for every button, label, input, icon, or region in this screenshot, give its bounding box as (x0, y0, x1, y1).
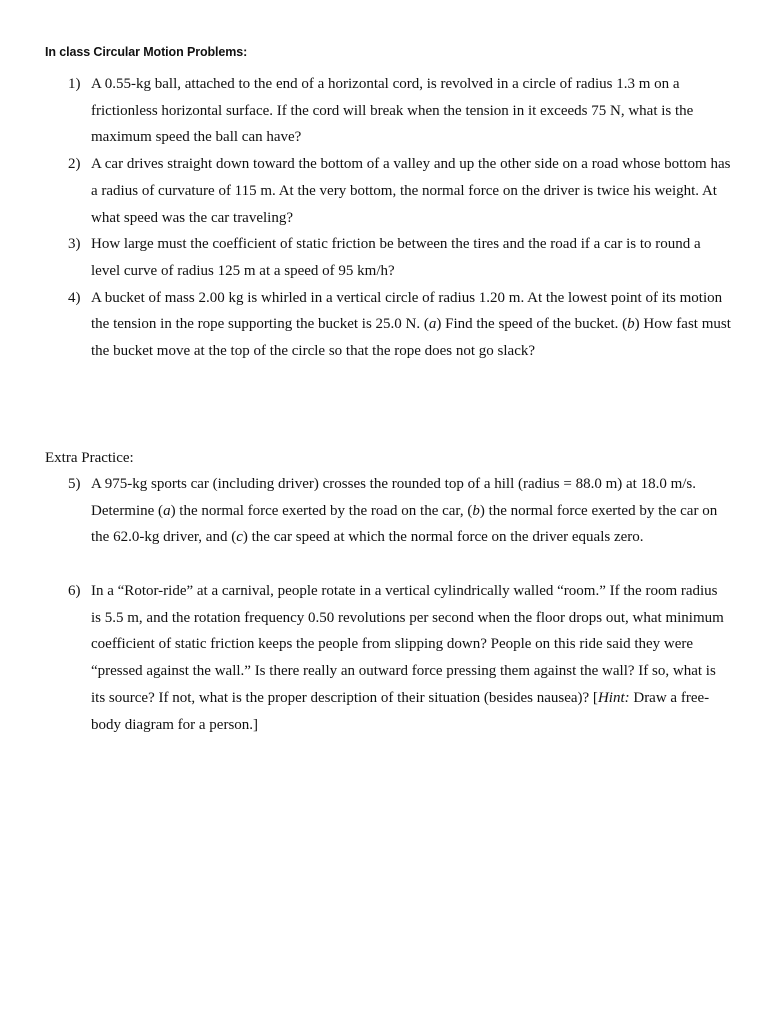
extra-problem-list (0, 471, 768, 551)
problem-text (91, 285, 731, 365)
problem-item (0, 151, 768, 231)
problem-number: 6) (68, 583, 81, 599)
problem-text: How large must the coefficient of static friction be between the tires and the road if a car is to round a level curve of radius 125 m at a speed of 95 km/h? (91, 236, 701, 279)
problem-text: A car drives straight down toward the bottom of a valley and up the other side on a road whose bottom has a radius of curvature of 115 m. At the very bottom, the normal force on the driver is twice his weight. At what speed was the car traveling? (91, 156, 731, 226)
problem-item (0, 285, 768, 365)
problem-number: 5) (68, 476, 81, 492)
problem-text-segment: A bucket of mass 2.00 kg is whirled in a vertical circle of radius 1.20 m. At the lowest point of its motion the tension in the rope supporting the bucket is 25.0 N. ( (91, 289, 723, 333)
problem-number: 3) (68, 236, 81, 253)
problem-item (0, 578, 768, 738)
problem-number: 4) (68, 289, 81, 306)
problem-text (91, 578, 731, 738)
problem-text-segment: ) the normal force exerted by the car on the 62.0-kg driver, and ( (91, 502, 718, 546)
problem-text-segment: Draw a free-body diagram for a person.] (91, 689, 710, 733)
problem-text (91, 471, 731, 551)
problem-text-segment: ) the normal force exerted by the road on the car, ( (170, 502, 473, 519)
problem-text-segment: ) Find the speed of the bucket. ( (436, 316, 628, 333)
problem-item (0, 231, 768, 284)
extra-practice-title: Extra Practice: (45, 450, 134, 466)
problem-number: 1) (68, 76, 81, 92)
part-label: a (163, 502, 171, 519)
problem-text: A 0.55-kg ball, attached to the end of a horizontal cord, is revolved in a circle of radius 1.3 m on a frictionless horizontal surface. If the cord will break when the tension in it exceeds 75 N, what is the maximum speed the ball can have? (91, 76, 694, 146)
part-label: b (472, 502, 480, 519)
problem-text-segment: ) the car speed at which the normal force on the driver equals zero. (242, 529, 644, 546)
hint-label: Hint: (597, 689, 630, 706)
part-label: a (428, 316, 437, 333)
problem-list (0, 71, 768, 365)
problem-item (0, 471, 768, 551)
problem-text-segment: ) How fast must the bucket move at the top of the circle so that the rope does not go slack? (91, 316, 731, 360)
page-heading: In class Circular Motion Problems: (45, 45, 248, 59)
part-label: c (236, 529, 243, 546)
problem-text-segment: In a “Rotor-ride” at a carnival, people rotate in a vertical cylindrically walled “room.” If the room radius is 5.5 m, and the rotation frequency 0.50 revolutions per second when the floor drops out, what minimum coefficient of static friction keeps the people from slipping down? People on this ride said they were “pressed against the wall.” Is there really an outward force pressing them against the wall? If so, what is its source? If not, what is the proper description of their situation (besides nausea)? [ (91, 583, 724, 706)
problem-text-segment: A 975-kg sports car (including driver) crosses the rounded top of a hill (radius = 88.0 m) at 18.0 m/s. Determine ( (91, 476, 697, 519)
problem-number: 2) (68, 156, 81, 173)
part-label: b (627, 316, 635, 333)
problem-item (0, 71, 768, 151)
extra-problem-list (0, 578, 768, 738)
